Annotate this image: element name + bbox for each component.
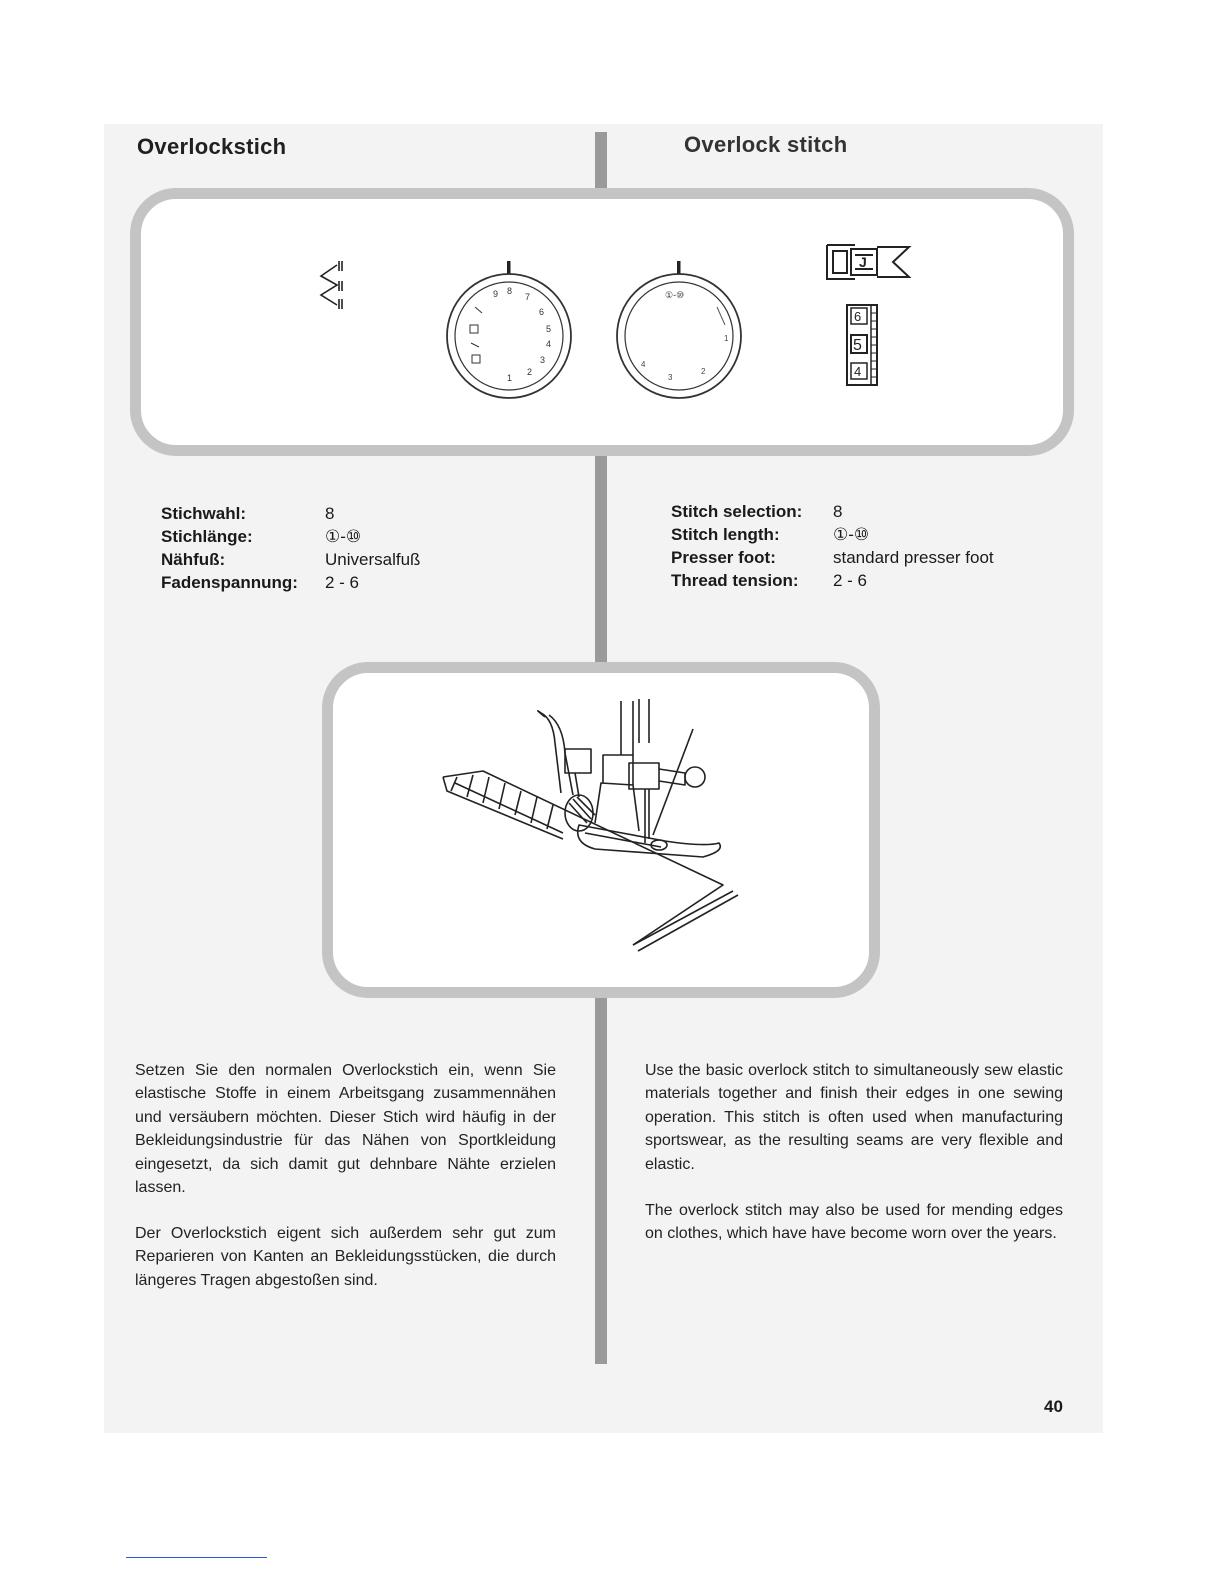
description-english-paragraph-1: Use the basic overlock stitch to simultaneously sew elastic materials together and finish their edges in one sewing operation. This stitch is often used when manufacturing sportswear, as the resulting seams are very flexible and elastic. (645, 1062, 1063, 1173)
dial-number: 7 (525, 292, 531, 302)
presser-foot-sewing-illustration (333, 673, 869, 987)
setting-value: 8 (325, 504, 335, 523)
setting-label: Thread tension: (671, 571, 799, 590)
setting-row (161, 571, 420, 594)
dial-number: 9 (493, 289, 499, 299)
setting-label: Presser foot: (671, 548, 776, 567)
description-english-paragraph-2: The overlock stitch may also be used for mending edges on clothes, which have have become worn over the years. (645, 1202, 1063, 1243)
dial-number: 5 (546, 324, 552, 334)
setting-value: standard presser foot (833, 548, 994, 567)
dial-mark: 4 (641, 360, 646, 369)
setting-row (671, 500, 994, 523)
overlock-stitch-symbol-icon (321, 261, 342, 309)
setting-label: Stichlänge: (161, 527, 253, 546)
settings-panel (130, 188, 1074, 456)
setting-row (671, 569, 994, 592)
settings-list-english (671, 500, 994, 592)
tension-value: 5 (853, 337, 862, 354)
setting-value: ①-⑩ (833, 525, 870, 544)
thread-tension-scale-icon (847, 305, 877, 385)
tension-value: 4 (854, 364, 862, 379)
dial-number: 2 (527, 367, 533, 377)
length-range-label: ①-⑩ (665, 290, 685, 300)
setting-row (671, 546, 994, 569)
dial-number: 4 (546, 339, 552, 349)
setting-value: 2 - 6 (833, 571, 868, 590)
tension-value: 6 (854, 309, 862, 324)
dial-mark: 3 (668, 373, 673, 382)
dial-number: 1 (507, 373, 513, 383)
title-english: Overlock stitch (684, 132, 848, 157)
dial-number: 8 (507, 286, 513, 296)
column-divider-top (595, 132, 607, 188)
setting-row (161, 502, 420, 525)
stitch-selector-dial-icon (447, 261, 571, 398)
setting-label: Stitch length: (671, 525, 780, 544)
title-german: Overlockstich (137, 134, 287, 159)
presser-foot-icon (827, 245, 909, 279)
setting-label: Stitch selection: (671, 502, 803, 521)
page-number: 40 (1044, 1397, 1063, 1416)
illustration-panel (322, 662, 880, 998)
setting-row (671, 523, 994, 546)
setting-value: ①-⑩ (325, 527, 362, 546)
column-divider-middle (595, 456, 607, 662)
description-german-paragraph-2: Der Overlockstich eigent sich außerdem sehr gut zum Reparieren von Kanten an Bekleidungsstücken, die durch längeres Tragen abgestoßen sind. (135, 1225, 556, 1289)
setting-value: 2 - 6 (325, 573, 360, 592)
column-divider-bottom (595, 998, 607, 1364)
footer-rule (126, 1557, 267, 1558)
setting-row (161, 525, 420, 548)
setting-row (161, 548, 420, 571)
dial-mark: 2 (701, 367, 706, 376)
dial-mark: 1 (724, 334, 729, 343)
setting-label: Stichwahl: (161, 504, 247, 523)
foot-letter: J (859, 254, 867, 270)
setting-label: Nähfuß: (161, 550, 226, 569)
dial-number: 6 (539, 307, 545, 317)
settings-list-german (161, 502, 420, 594)
setting-value: 8 (833, 502, 843, 521)
stitch-length-dial-icon (617, 261, 741, 398)
description-german-paragraph-1: Setzen Sie den normalen Overlockstich ein, wenn Sie elastische Stoffe in einem Arbeitsgang zusammennähen und versäubern möchten. Dieser Stich wird häufig in der Bekleidungsindustrie für das Nähen von Sportkleidung eingesetzt, da sich damit gut dehnbare Nähte erzielen lassen. (135, 1062, 556, 1197)
setting-value: Universalfuß (325, 550, 421, 569)
setting-label: Fadenspannung: (161, 573, 298, 592)
dial-number: 3 (540, 355, 546, 365)
